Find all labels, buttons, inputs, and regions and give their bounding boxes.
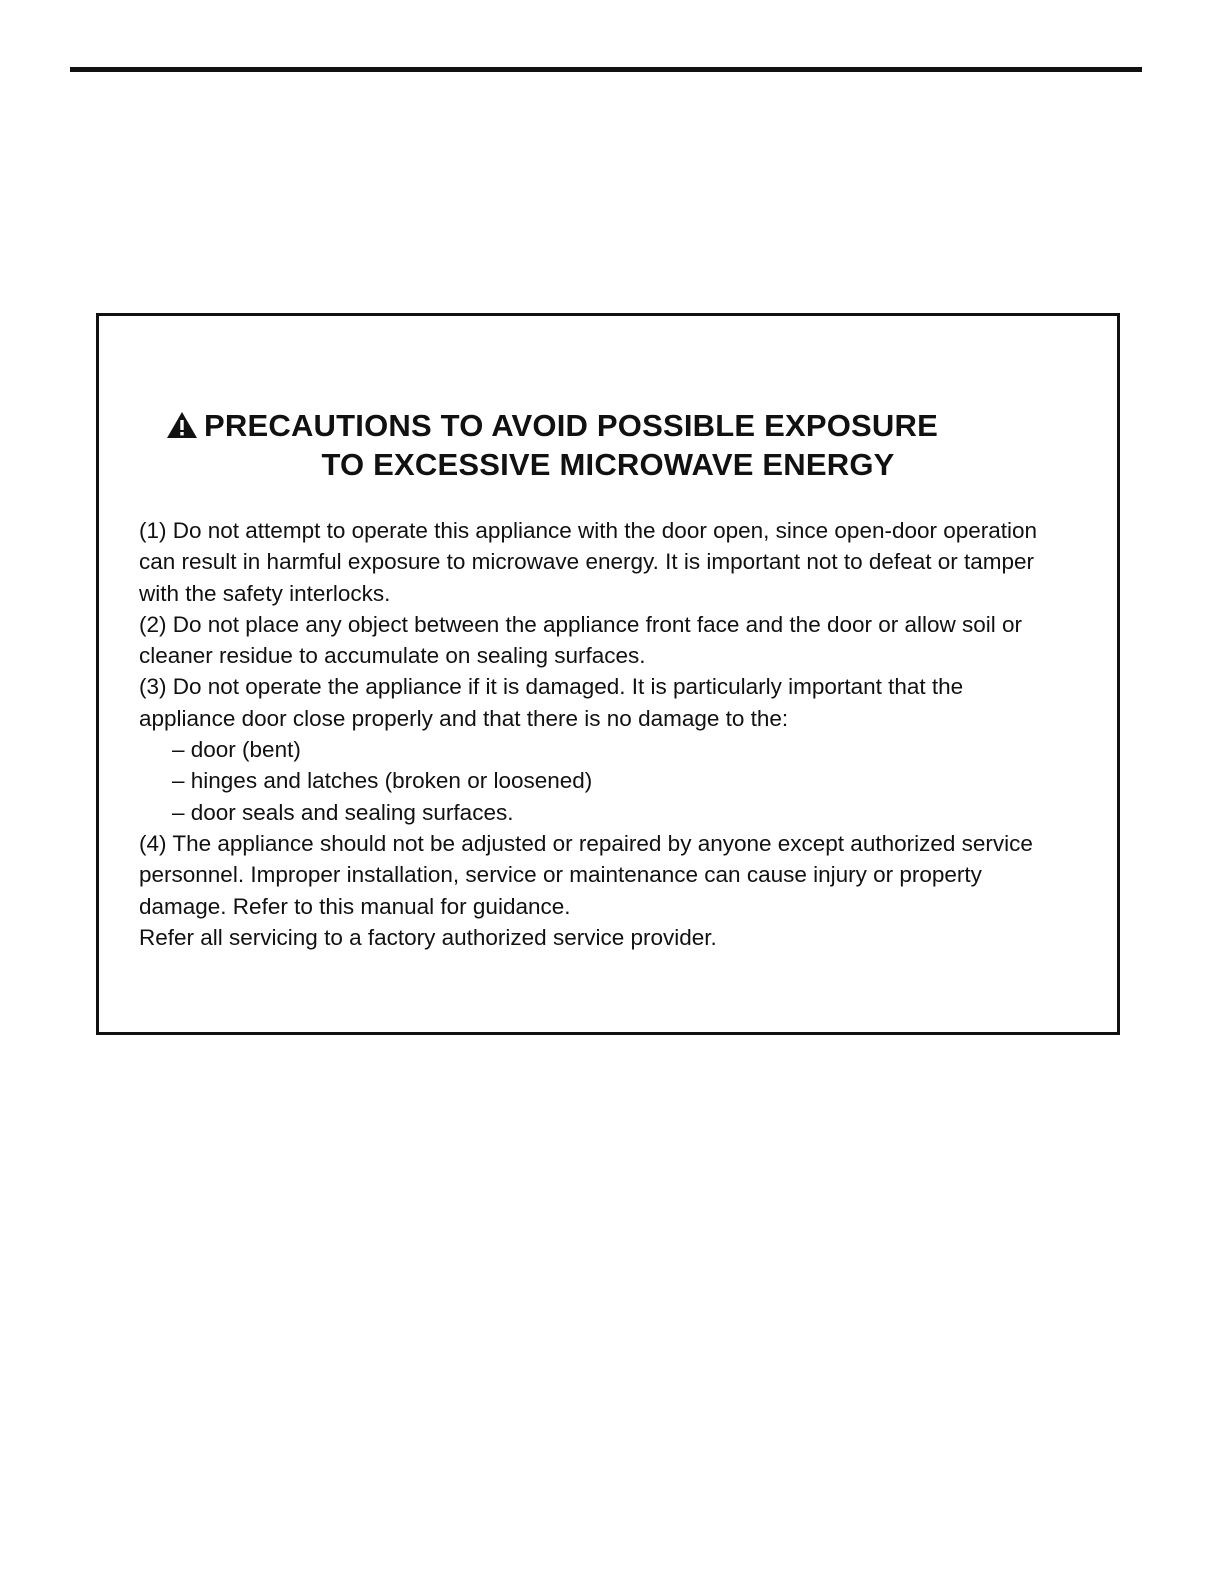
sub-item: – door seals and sealing surfaces.: [172, 799, 514, 825]
body-line: (2) Do not place any object between the appliance front face and the door or allow soil or: [139, 611, 1023, 637]
body-line: personnel. Improper installation, service or maintenance can cause injury or property: [139, 862, 982, 888]
sub-item: – hinges and latches (broken or loosened): [172, 768, 593, 794]
warning-heading-line-1: [99, 406, 1117, 445]
body-line: Refer all servicing to a factory authorized service provider.: [139, 924, 717, 950]
warning-heading-line-2: TO EXCESSIVE MICROWAVE ENERGY: [321, 447, 895, 482]
warning-body: [139, 515, 1099, 953]
body-line: (4) The appliance should not be adjusted or repaired by anyone except authorized service: [139, 830, 1033, 856]
warning-triangle-icon: [166, 411, 198, 439]
warning-heading-text-1: PRECAUTIONS TO AVOID POSSIBLE EXPOSURE: [204, 408, 938, 443]
sub-item: – door (bent): [172, 737, 301, 763]
top-rule: [70, 67, 1142, 72]
body-line: appliance door close properly and that there is no damage to the:: [139, 705, 789, 731]
body-line: (1) Do not attempt to operate this appliance with the door open, since open-door operation: [139, 518, 1038, 543]
body-line: cleaner residue to accumulate on sealing surfaces.: [139, 643, 646, 669]
body-line: can result in harmful exposure to microwave energy. It is important not to defeat or tamper: [139, 549, 1035, 575]
body-line: (3) Do not operate the appliance if it is damaged. It is particularly important that the: [139, 674, 964, 700]
body-line: damage. Refer to this manual for guidance.: [139, 893, 571, 919]
body-line: with the safety interlocks.: [139, 580, 391, 606]
warning-box: [96, 313, 1120, 1035]
warning-heading: [99, 406, 1117, 484]
